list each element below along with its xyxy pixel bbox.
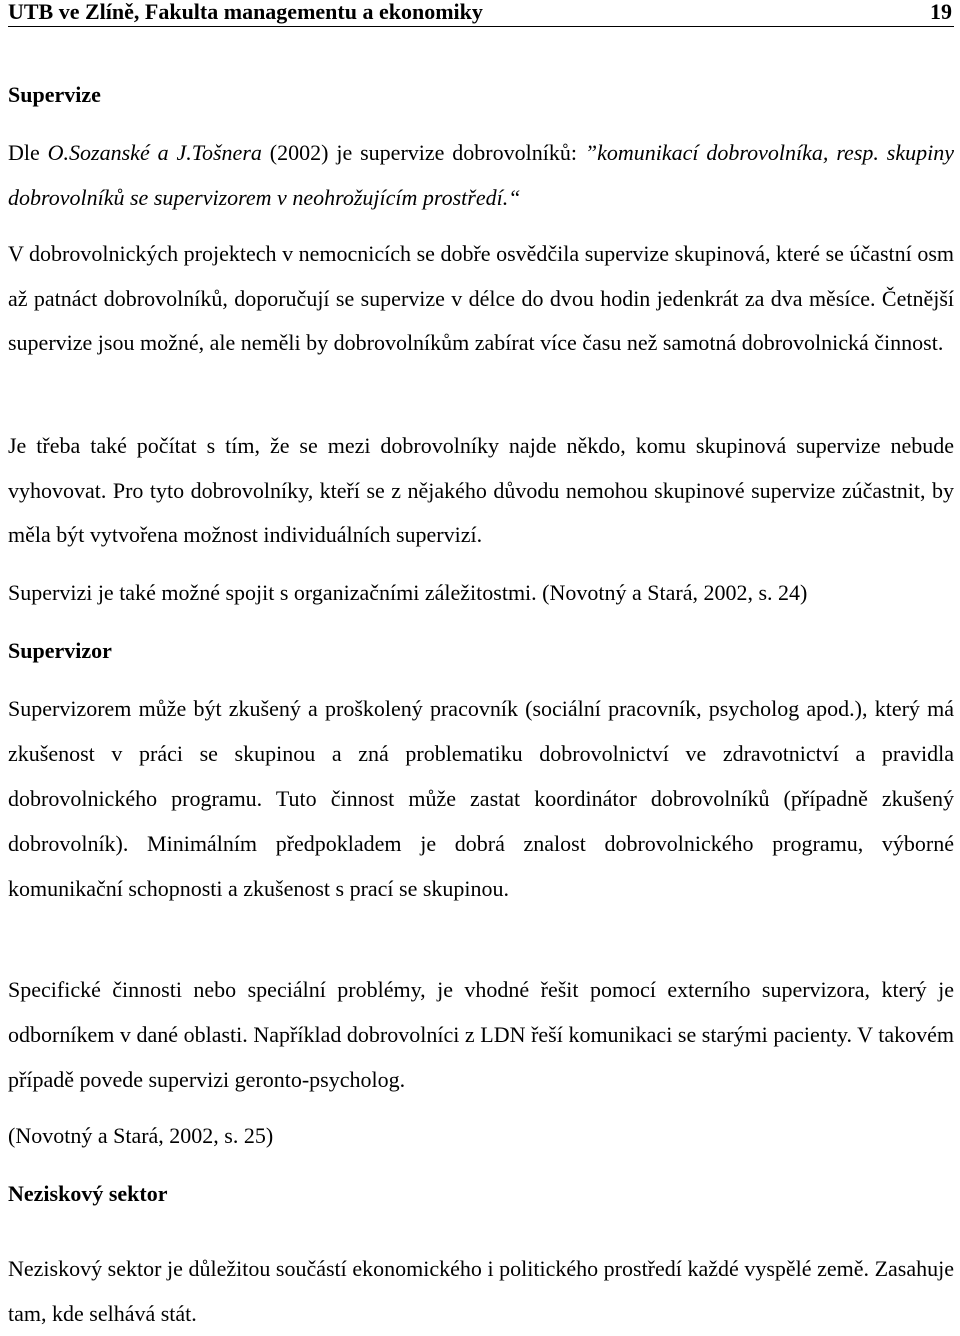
paragraph-supervize-projects: V dobrovolnických projektech v nemocnicích se dobře osvědčila supervize skupinová, které se účastní osm až patnáct dobrovolníků, doporučují se supervize v délce do dvou hodin jedenkrát za dva měsíce. Četnější supervize jsou možné, ale neměli by dobrovolníkům zabírat více času než samotná dobrovolnická činnost. [8,241,954,355]
definition-quote: ”komunikací dobrovolníka, resp. skupiny dobrovolníků se supervizorem v neohrožujícím prostředí.“ [8,140,954,210]
paragraph-supervize-definition [8,130,954,220]
header-title: UTB ve Zlíně, Fakulta managementu a ekonomiky [8,0,483,24]
paragraph-neziskovy-sektor: Neziskový sektor je důležitou součástí ekonomického i politického prostředí každé vyspělé země. Zasahuje tam, kde selhává stát. [8,1256,954,1326]
definition-mid: (2002) je supervize dobrovolníků: [261,140,585,165]
page-number: 19 [930,0,952,24]
citation-novotny-stara: (Novotný a Stará, 2002, s. 25) [8,1123,274,1148]
paragraph-supervizor-external: Specifické činnosti nebo speciální problémy, je vhodné řešit pomocí externího supervizora, který je odborníkem v dané oblasti. Například dobrovolníci z LDN řeší komunikaci se starými pacienty. V takovém případě povede supervizi geronto-psycholog. [8,977,954,1092]
heading-neziskovy-sektor: Neziskový sektor [8,1181,168,1206]
definition-authors: O.Sozanské a J.Tošnera [47,140,262,165]
definition-lead: Dle [8,140,48,165]
heading-supervize: Supervize [8,82,101,107]
paragraph-supervize-organization: Supervizi je také možné spojit s organizačními záležitostmi. (Novotný a Stará, 2002, s. 24) [8,580,808,605]
paragraph-supervize-individual: Je třeba také počítat s tím, že se mezi dobrovolníky najde někdo, komu skupinová supervize nebude vyhovovat. Pro tyto dobrovolníky, kteří se z nějakého důvodu nemohou skupinové supervize zúčastnit, by měla být vytvořena možnost individuálních supervizí. [8,433,954,547]
heading-supervizor: Supervizor [8,638,112,663]
paragraph-supervizor-role: Supervizorem může být zkušený a proškolený pracovník (sociální pracovník, psycholog apod.), který má zkušenost v práci se skupinou a zná problematiku dobrovolnictví ve zdravotnictví a pravidla dobrovolnického programu. Tuto činnost může zastat koordinátor dobrovolníků (případně zkušený dobrovolník). Minimálním předpokladem je dobrá znalost dobrovolnického programu, výborné komunikační schopnosti a zkušenost s prací se skupinou. [8,696,954,901]
running-header [8,0,954,27]
